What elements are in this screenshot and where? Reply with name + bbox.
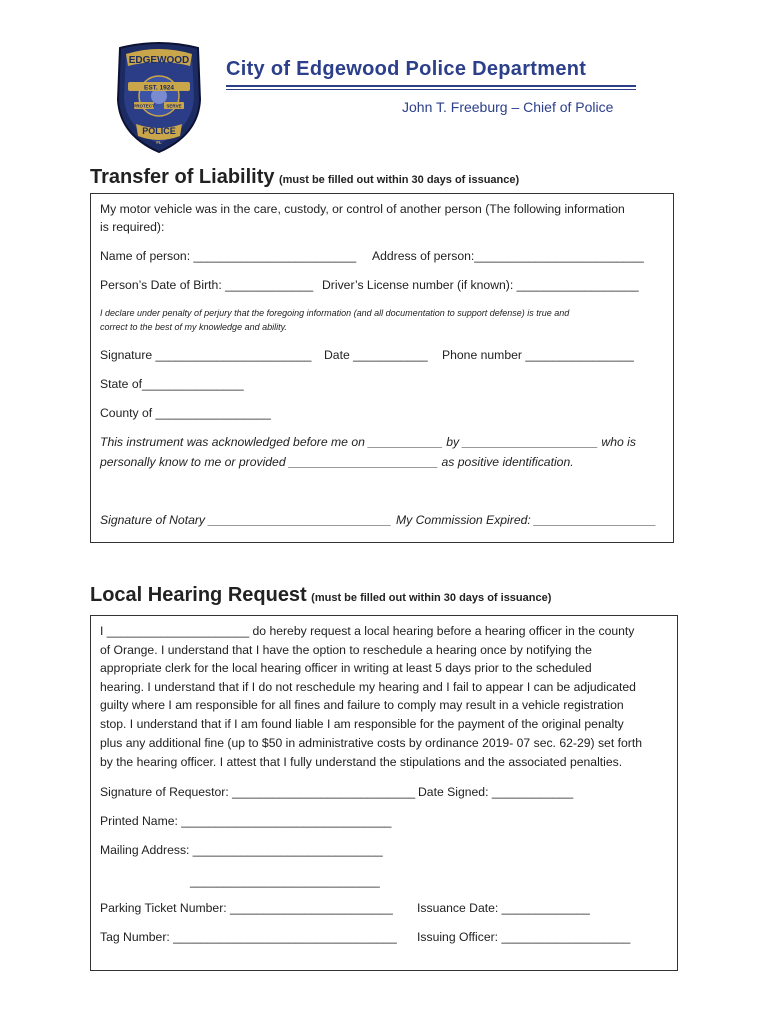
badge-fl-text: FL (156, 140, 162, 145)
hearing-paragraph-line: hearing. I understand that if I do not reschedule my hearing and I fail to appear I can be adjudicated (100, 680, 636, 694)
transfer-intro-line2: is required): (100, 220, 165, 234)
notary-signature-field[interactable]: Signature of Notary ___________________________ (100, 513, 392, 527)
date-of-birth-field[interactable]: Person’s Date of Birth: _____________ (100, 278, 314, 292)
commission-expired-field[interactable]: My Commission Expired: __________________ (396, 513, 657, 527)
perjury-declaration-line1: I declare under penalty of perjury that the foregoing information (and all documentation to support defense) is true and (100, 308, 570, 318)
mailing-address-field[interactable]: Mailing Address: ____________________________ (100, 843, 383, 857)
chief-of-police: John T. Freeburg – Chief of Police (402, 99, 614, 115)
tag-number-field[interactable]: Tag Number: _________________________________ (100, 930, 397, 944)
issuance-date-field[interactable]: Issuance Date: _____________ (417, 901, 590, 915)
badge-est-text: EST. 1924 (144, 84, 174, 92)
badge-protect-text: PROTECT (133, 103, 155, 109)
name-of-person-field[interactable]: Name of person: ________________________ (100, 249, 357, 263)
phone-number-field[interactable]: Phone number ________________ (442, 348, 634, 362)
county-field[interactable]: County of _________________ (100, 406, 271, 420)
hearing-heading (90, 584, 551, 607)
acknowledgement-line1[interactable]: This instrument was acknowledged before me on ___________ by ____________________ who is (100, 435, 636, 449)
address-of-person-field[interactable]: Address of person:_________________________ (372, 249, 644, 263)
hearing-title: Local Hearing Request (90, 584, 307, 606)
hearing-paragraph-line: plus any additional fine (up to $50 in administrative costs by ordinance 2019- 07 sec. 62-29) set forth (100, 736, 642, 750)
signature-field[interactable]: Signature _______________________ (100, 348, 312, 362)
transfer-heading (90, 166, 519, 189)
header-rule-thick (226, 85, 636, 87)
mailing-address-line2-field[interactable]: ____________________________ (190, 874, 380, 888)
requestor-signature-field[interactable]: Signature of Requestor: ___________________________ (100, 785, 416, 799)
hearing-paragraph-line[interactable]: I _____________________ do hereby request a local hearing before a hearing officer in the county (100, 624, 635, 638)
drivers-license-field[interactable]: Driver’s License number (if known): __________________ (322, 278, 639, 292)
hearing-paragraph-line: of Orange. I understand that I have the option to reschedule a hearing once by notifying the (100, 643, 592, 657)
transfer-note: (must be filled out within 30 days of issuance) (278, 174, 520, 186)
badge-top-text: EDGEWOOD (128, 55, 190, 66)
hearing-paragraph-line: appropriate clerk for the local hearing officer in writing at least 5 days prior to the scheduled (100, 661, 592, 675)
badge-bottom-text: POLICE (142, 126, 176, 136)
issuing-officer-field[interactable]: Issuing Officer: ___________________ (417, 930, 631, 944)
hearing-paragraph-line: guilty where I am responsible for all fines and failure to comply may result in a vehicle registration (100, 698, 624, 712)
transfer-intro-line1: My motor vehicle was in the care, custody, or control of another person (The following information (100, 202, 625, 216)
transfer-form-box (90, 193, 674, 543)
hearing-paragraph-line: by the hearing officer. I attest that I fully understand the stipulations and the associated penalties. (100, 755, 623, 769)
state-field[interactable]: State of_______________ (100, 377, 244, 391)
transfer-title: Transfer of Liability (90, 166, 275, 188)
date-signed-field[interactable]: Date Signed: ____________ (418, 785, 574, 799)
badge-serve-text: SERVE (166, 103, 182, 109)
header-rule-thin (226, 89, 636, 90)
badge-shield-icon (112, 40, 206, 154)
hearing-note: (must be filled out within 30 days of issuance) (311, 592, 552, 604)
parking-ticket-number-field[interactable]: Parking Ticket Number: ________________________ (100, 901, 393, 915)
police-badge-logo (112, 40, 206, 154)
date-field[interactable]: Date ___________ (324, 348, 428, 362)
acknowledgement-line2[interactable]: personally know to me or provided ______________________ as positive identification. (100, 455, 574, 469)
department-title: City of Edgewood Police Department (226, 58, 587, 80)
hearing-paragraph-line: stop. I understand that if I am found liable I am responsible for the payment of the original penalty (100, 717, 624, 731)
printed-name-field[interactable]: Printed Name: _______________________________ (100, 814, 392, 828)
perjury-declaration-line2: correct to the best of my knowledge and ability. (100, 322, 287, 332)
